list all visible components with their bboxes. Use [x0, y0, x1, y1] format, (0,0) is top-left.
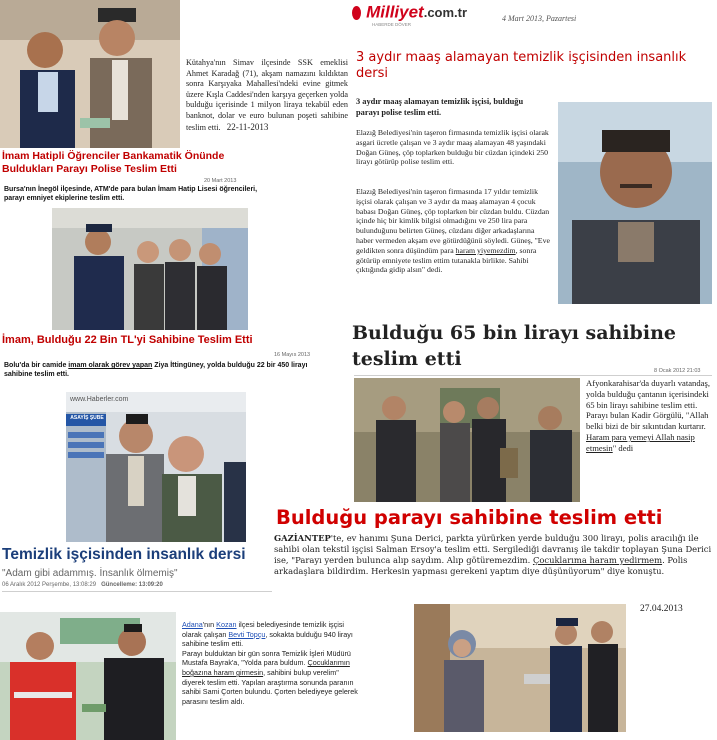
article5-body: Adana'nın Kozan ilçesi belediyesinde temizlik işçisi olarak çalışan Bevti Topçu, sokakta bulduğu 940 lirayı sahibine teslim etti. Parayı bulduktan bir gün sonra Temizlik İşleri Müdürü Mustafa Bayrak'a, "Yolda para buldum. Çocuklarımın boğazına haram girmesin, sahibini bulup verelim" diyerek teslim etti. Yapılan araştırma sonunda paranın sahibi Sami Çorten bulundu. Çorten belediyeye gelerek parasını teslim aldı. [182, 620, 358, 706]
milliyet-logo-icon [352, 6, 361, 20]
article1-photo [0, 0, 180, 148]
milliyet-date: 4 Mart 2013, Pazartesi [502, 14, 577, 23]
article5-link-kozan[interactable]: Kozan [216, 620, 237, 629]
article6-headline: Bulduğu 65 bin lirayı sahibine teslim etti [352, 322, 676, 370]
milliyet-paragraph1: Elazığ Belediyesi'nin taşeron firmasında temizlik işçisi olarak asgari ücretle çalışan ve 3 aydır maaş alamayan 48 yaşındaki Doğan Güneş, çöp toplarken bulduğu bir cüzdan içindeki 250 lirayı götürüp polise teslim etti. [356, 128, 549, 167]
article5-link-adana[interactable]: Adana [182, 620, 203, 629]
milliyet-lead: 3 aydır maaş alamayan temizlik işçisi, bulduğu parayı polise teslim etti. [356, 97, 524, 117]
article4-quote: "Adam gibi adammış. İnsanlık ölmemiş" [2, 568, 178, 579]
article4-photo [66, 392, 246, 542]
milliyet-paragraph2: Elazığ Belediyesi'nin taşeron firmasında 17 yıldır temizlik işçisi olarak çalışan ve 3 aydır da maaş alamayan 4 çocuk babası Doğan Güneş, çöp toplarken bir cüzdan buldu. Cüzdan içinde hiç bir kimlik bilgisi olmadığını ve 250 lira para bulunduğunu belirten Güneş, cüzdanı diğer arkadaşlarına haber vermeden akşam eve götürdüğünü söyledi. Güneş, "Eve geldikten sonra düşündüm para haram yiyemezdim, sonra götürüp emniyete teslim ettim tutanakla birlikte. Sahibi çıktığında gidip alsın" dedi. [356, 187, 550, 275]
article2-date: 20 Mart 2013 [204, 178, 237, 184]
milliyet-tagline: HABERDE DÖVER [372, 22, 412, 27]
article2-photo [52, 208, 248, 330]
article6-photo [354, 378, 580, 502]
article1-date: 22-11-2013 [226, 121, 269, 132]
article2-summary: Bursa'nın İnegöl ilçesinde, ATM'de para bulan İmam Hatip Lisesi öğrencileri, parayı emniyet ekiplerine teslim etti. [4, 186, 258, 202]
article7-photo [414, 604, 626, 732]
article7-body: GAZİANTEP'te, ev hanımı Şuna Derici, parkta yürürken yerde bulduğu 300 lirayı, polis aracılığı ile sahibi olan tekstil işçisi Salman Ersoy'a teslim etti. Sergilediği davranış ile takdir toplayan Şuna Derici ise, "Parayı yerden bulunca alıp saydım. Alıp götüremezdim. Çocuklarıma haram yedirmem. Polis arkadaşlara bildirdim. Herkesin yapması gerekeni yaptım diye düşünüyorum" diye konuştu. [274, 533, 712, 576]
milliyet-headline: 3 aydır maaş alamayan temizlik işçisinden insanlık dersi [356, 50, 687, 81]
article7-date: 27.04.2013 [640, 604, 683, 614]
article4-meta: 06 Aralık 2012 Perşembe, 13:08:29 Güncelleme: 13:09:20 [2, 582, 163, 588]
article6-body: Afyonkarahisar'da duyarlı vatandaş, yolda bulduğu çantanın içerisindeki 65 bin lirayı sahibine teslim etti. Parayı bulan Kadir Görgülü, "Allah belki bizi de bir sıkıntıdan kurtarır. Haram para yemeyi Allah nasip etmesin" dedi [586, 378, 710, 453]
article3-summary: Bolu'da bir camide imam olarak görev yapan Ziya İttingüney, yolda bulduğu 22 bir 450 lirayı sahibine teslim etti. [4, 362, 308, 378]
article5-link-name[interactable]: Bevti Topçu [228, 629, 266, 639]
article1-body: Kütahya'nın Simav ilçesinde SSK emeklisi Ahmet Karadağ (71), akşam namazını kıldıktan sonra Karşıyaka Mahallesi'ndeki evine gitmek üzere Kışla Caddesi'nden karşıya geçerken yolda bulduğu içerisinde 1 milyon liraya tekabül eden banknot, dolar ve euro bulunan poşeti sahibine teslim etti. 22-11-2013 [186, 58, 348, 132]
article4-headline: Temizlik işçisinden insanlık dersi [2, 546, 246, 563]
article3-date: 16 Mayıs 2013 [274, 352, 311, 358]
article4-sign: ASAYİŞ ŞUBE [70, 415, 104, 421]
milliyet-photo [558, 102, 712, 304]
article5-photo [0, 612, 176, 740]
article3-headline: İmam, Bulduğu 22 Bin TL'yi Sahibine Teslim Etti [2, 334, 253, 346]
article4-divider [2, 591, 272, 592]
article6-divider [354, 375, 712, 376]
article7-headline: Bulduğu parayı sahibine teslim etti [276, 506, 663, 529]
article6-date: 8 Ocak 2012 21:03 [654, 368, 701, 374]
milliyet-logo: Milliyet.com.tr [352, 2, 467, 26]
article2-headline: İmam Hatipli Öğrenciler Bankamatik Önünde Buldukları Parayı Polise Teslim Etti [2, 150, 225, 175]
article4-watermark: www.Haberler.com [70, 396, 129, 403]
